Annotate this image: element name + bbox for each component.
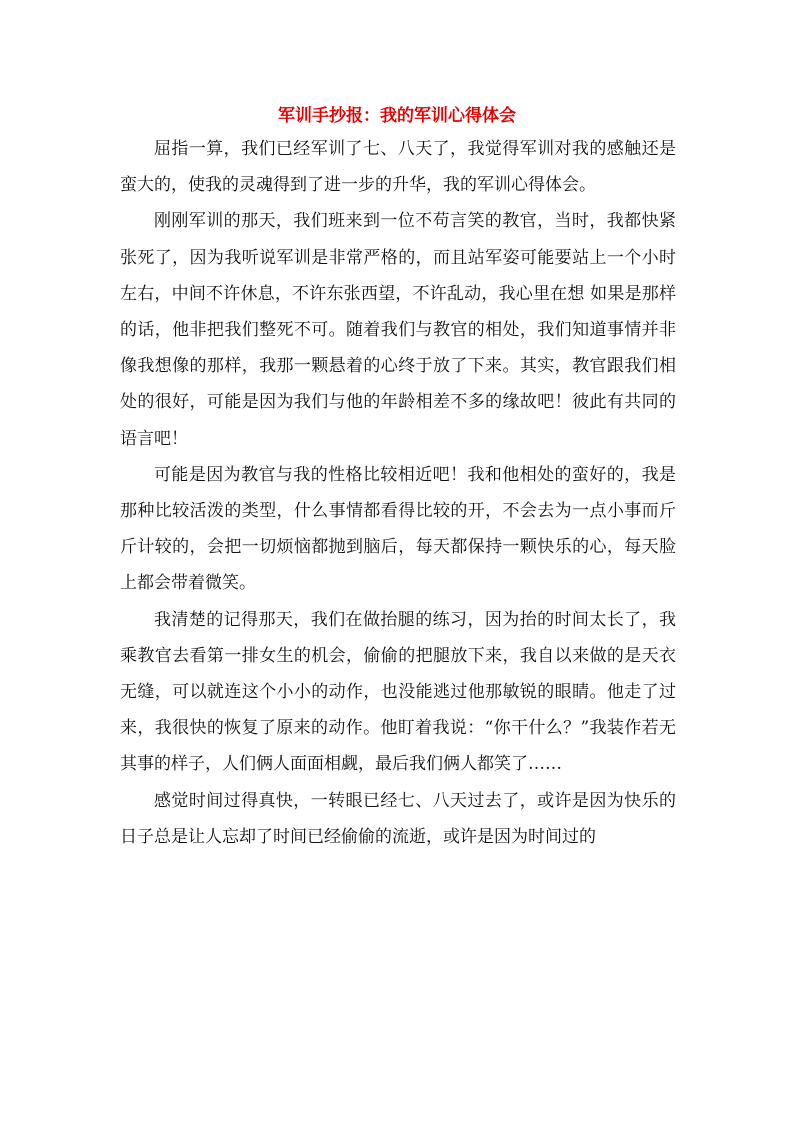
paragraph-3: 可能是因为教官与我的性格比较相近吧！我和他相处的蛮好的，我是那种比较活泼的类型，什么事情都看得比较的开，不会去为一点小事而斤斤计较的，会把一切烦恼都抛到脑后，每天都保持一颗快乐的心，每天脸上都会带着微笑。 bbox=[120, 464, 676, 594]
document-body bbox=[120, 131, 676, 855]
paragraph-4: 我清楚的记得那天，我们在做抬腿的练习，因为抬的时间太长了，我乘教官去看第一排女生的机会，偷偷的把腿放下来，我自以来做的是天衣无缝，可以就连这个小小的动作，也没能逃过他那敏锐的眼睛。他走了过来，我很快的恢复了原来的动作。他盯着我说：“你干什么？”我装作若无其事的样子，人们俩人面面相觑，最后我们俩人都笑了…… bbox=[120, 609, 676, 775]
document-title: 军训手抄报：我的军训心得体会 bbox=[278, 106, 516, 126]
paragraph-1: 屈指一算，我们已经军训了七、八天了，我觉得军训对我的感触还是蛮大的，使我的灵魂得到了进一步的升华，我的军训心得体会。 bbox=[120, 139, 676, 196]
paragraph-5: 感觉时间过得真快，一转眼已经七、八天过去了，或许是因为快乐的日子总是让人忘却了时间已经偷偷的流逝，或许是因为时间过的 bbox=[120, 790, 676, 847]
paragraph-2: 刚刚军训的那天，我们班来到一位不苟言笑的教官，当时，我都快紧张死了，因为我听说军训是非常严格的，而且站军姿可能要站上一个小时左右，中间不许休息，不许东张西望，不许乱动，我心里在想 如果是那样的话，他非把我们整死不可。随着我们与教官的相处，我们知道事情并非像我想像的那样，我那一颗悬着的心终于放了下来。其实，教官跟我们相处的很好，可能是因为我们与他的年龄相差不多的缘故吧！彼此有共同的语言吧！ bbox=[120, 211, 676, 449]
